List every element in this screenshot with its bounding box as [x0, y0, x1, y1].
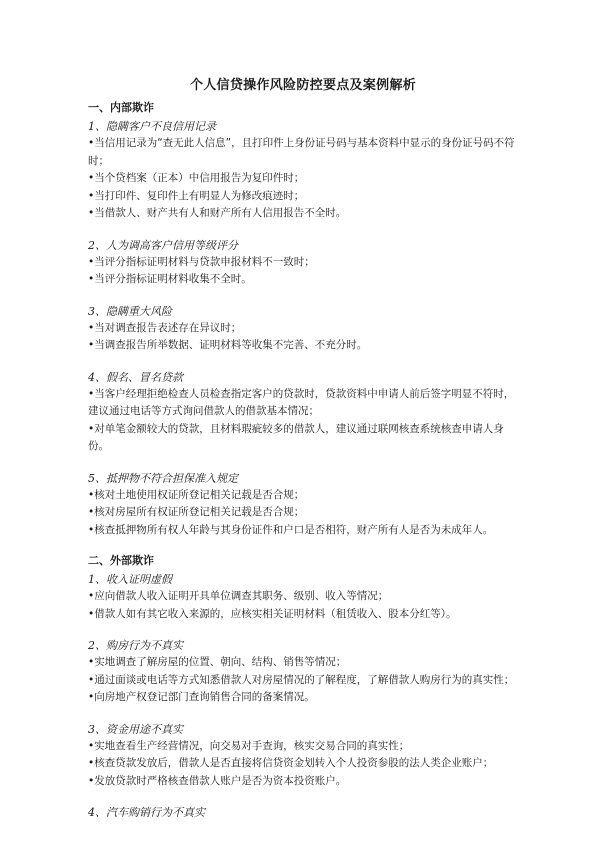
bullet-item: •向房地产权登记部门查询销售合同的备案情况。: [88, 691, 315, 703]
section-title: 1、收入证明虚假: [88, 573, 172, 586]
part-internal-fraud: [88, 100, 518, 539]
bullet-item: •当调查报告所举数据、证明材料等收集不完善、不充分时。: [88, 339, 368, 351]
bullet-item: •实地查看生产经营情况，向交易对手查询，核实交易合同的真实性；: [88, 739, 410, 752]
section-title: 4、假名、冒名贷款: [88, 370, 183, 384]
bullet-item: •对单笔金额较大的贷款，且材料瑕疵较多的借款人，建议通过联网核查系统核查申请人身份。: [88, 422, 504, 452]
section: [88, 237, 518, 289]
bullet-item: •核查贷款发放后，借款人是否直接将信贷资金划转入个人投资参股的法人类企业账户；: [88, 757, 494, 769]
section: [88, 118, 518, 223]
section-title: 5、抵押物不符合担保准入规定: [88, 471, 238, 485]
section-title: 2、购房行为不真实: [88, 639, 183, 652]
bullet-item: •当对调查报告表述存在异议时；: [88, 321, 242, 334]
bullet-item: •当借款人、财产共有人和财产所有人信用报告不全时。: [88, 207, 347, 219]
bullet-item: •通过面谈或电话等方式知悉借款人对房屋情况的了解程度，了解借款人购房行为的真实性；: [88, 673, 515, 686]
section-title: 3、隐瞒重大风险: [88, 304, 172, 318]
bullet-item: •应向借款人收入证明开具单位调查其职务、级别、收入等情况；: [88, 590, 389, 602]
bullet-item: •当个贷档案（正本）中信用报告为复印件时；: [88, 172, 305, 184]
section-title: 1、隐瞒客户不良信用记录: [88, 120, 216, 133]
section: [88, 303, 518, 355]
bullet-item: •借款人如有其它收入来源的，应核实相关证明材料（租赁收入、股本分红等）。: [88, 607, 457, 620]
section: [88, 369, 518, 456]
bullet-item: •当评分指标证明材料与贷款申报材料不一致时；: [88, 255, 315, 268]
bullet-item: •发放贷款时严格核查借款人账户是否为资本投资账户。: [88, 774, 347, 787]
section: [88, 571, 518, 623]
section-title: 4、汽车购销行为不真实: [88, 806, 205, 819]
section-title: 2、人为调高客户信用等级评分: [88, 238, 238, 252]
bullet-item: •实地调查了解房屋的位置、朝向、结构、销售等情况；: [88, 656, 347, 668]
bullet-item: •当信用记录为“查无此人信息”，且打印件上身份证号码与基本资料中显示的身份证号码不符时；: [88, 137, 515, 167]
section: [88, 470, 518, 540]
section: [88, 721, 518, 791]
bullet-item: •当客户经理拒绝检查人员检查指定客户的贷款时，贷款资料中申请人前后签字明显不符时，建议通过电话等方式询问借款人的借款基本情况；: [88, 387, 515, 417]
document-title: 个人信贷操作风险防控要点及案例解析: [189, 78, 417, 93]
bullet-item: •核查抵押物所有权人年龄与其身份证件和户口是否相符，财产所有人是否为未成年人。: [88, 523, 494, 536]
section: [88, 804, 518, 821]
part-heading: 一、内部欺诈: [88, 101, 154, 114]
part-heading: 二、外部欺诈: [88, 554, 154, 567]
bullet-item: •当打印件、复印件上有明显人为修改痕迹时；: [88, 189, 305, 202]
bullet-item: •当评分指标证明材料收集不全时。: [88, 273, 252, 285]
bullet-item: •核对土地使用权证所登记相关记载是否合规；: [88, 488, 305, 501]
section: [88, 637, 518, 707]
part-external-fraud: [88, 553, 518, 821]
section-title: 3、资金用途不真实: [88, 722, 183, 736]
bullet-item: •核对房屋所有权证所登记相关记载是否合规；: [88, 506, 305, 518]
